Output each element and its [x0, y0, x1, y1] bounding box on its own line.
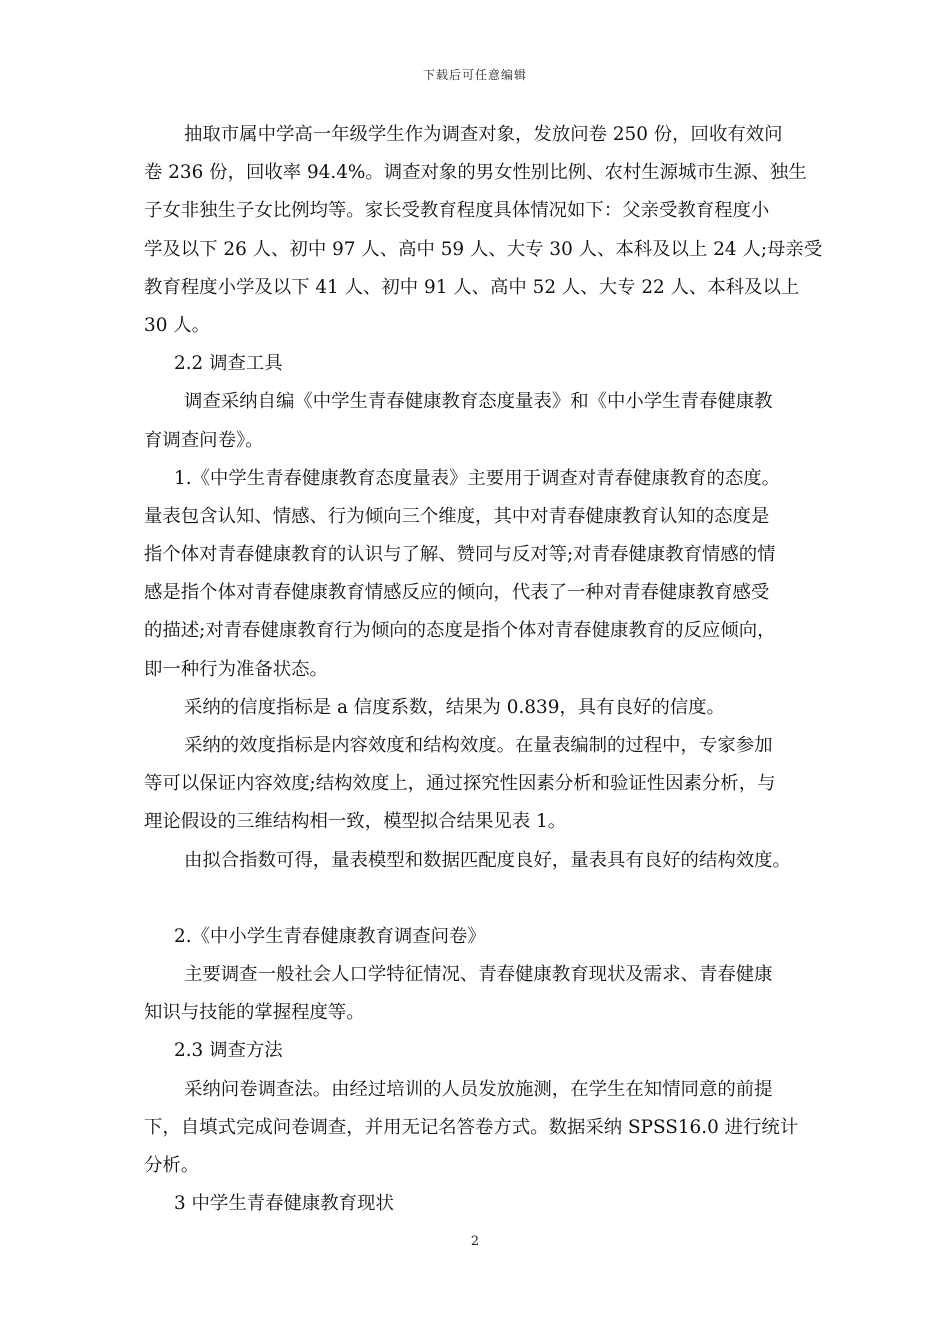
paragraph-line: 卷 236 份，回收率 94.4%。调查对象的男女性别比例、农村生源城市生源、独生 — [144, 162, 807, 184]
paragraph-line: 调查采纳自编《中学生青春健康教育态度量表》和《中小学生青春健康教 — [184, 391, 773, 413]
paragraph-line: 由拟合指数可得，量表模型和数据匹配度良好，量表具有良好的结构效度。 — [184, 849, 791, 871]
paragraph-line: 主要调查一般社会人口学特征情况、青春健康教育现状及需求、青春健康 — [184, 963, 773, 985]
paragraph-line: 即一种行为准备状态。 — [144, 658, 328, 680]
paragraph-line: 分析。 — [144, 1154, 200, 1176]
document-body — [144, 122, 823, 1229]
page-number: 2 — [470, 1234, 480, 1249]
paragraph-line: 等可以保证内容效度;结构效度上，通过探究性因素分析和验证性因素分析，与 — [144, 773, 776, 795]
paragraph-line: 30 人。 — [144, 314, 211, 336]
paragraph-line: 的描述;对青春健康教育行为倾向的态度是指个体对青春健康教育的反应倾向， — [144, 620, 776, 642]
paragraph-line: 知识与技能的掌握程度等。 — [144, 1002, 365, 1024]
paragraph-line: 抽取市属中学高一年级学生作为调查对象，发放问卷 250 份，回收有效问 — [184, 124, 783, 145]
paragraph-line: 感是指个体对青春健康教育情感反应的倾向，代表了一种对青春健康教育感受 — [144, 582, 770, 604]
paragraph-line: 指个体对青春健康教育的认识与了解、赞同与反对等;对青春健康教育情感的情 — [144, 544, 776, 566]
section-heading: 2.3 调查方法 — [174, 1040, 283, 1062]
section-heading: 2.《中小学生青春健康教育调查问卷》 — [174, 925, 486, 947]
section-heading: 3 中学生青春健康教育现状 — [174, 1193, 394, 1215]
paragraph-line: 量表包含认知、情感、行为倾向三个维度，其中对青春健康教育认知的态度是 — [144, 505, 770, 527]
page-header: 下载后可任意编辑 — [422, 68, 527, 82]
paragraph-line: 学及以下 26 人、初中 97 人、高中 59 人、大专 30 人、本科及以上 24 人;母亲受 — [144, 238, 823, 260]
paragraph-line: 1.《中学生青春健康教育态度量表》主要用于调查对青春健康教育的态度。 — [174, 467, 781, 489]
paragraph-line: 下，自填式完成问卷调查，并用无记名答卷方式。数据采纳 SPSS16.0 进行统计 — [144, 1116, 799, 1138]
blank-line — [144, 886, 812, 924]
paragraph-line: 采纳的信度指标是 a 信度系数，结果为 0.839，具有良好的信度。 — [184, 696, 725, 718]
section-heading: 2.2 调查工具 — [174, 353, 283, 375]
paragraph-line: 子女非独生子女比例均等。家长受教育程度具体情况如下：父亲受教育程度小 — [144, 200, 770, 222]
paragraph-line: 理论假设的三维结构相一致，模型拟合结果见表 1。 — [144, 811, 567, 833]
paragraph-line: 采纳的效度指标是内容效度和结构效度。在量表编制的过程中，专家参加 — [184, 735, 773, 756]
paragraph-line: 育调查问卷》。 — [144, 429, 264, 451]
paragraph-line: 教育程度小学及以下 41 人、初中 91 人、高中 52 人、大专 22 人、本科及以上 — [144, 276, 800, 298]
paragraph-line: 采纳问卷调查法。由经过培训的人员发放施测，在学生在知情同意的前提 — [184, 1078, 773, 1100]
